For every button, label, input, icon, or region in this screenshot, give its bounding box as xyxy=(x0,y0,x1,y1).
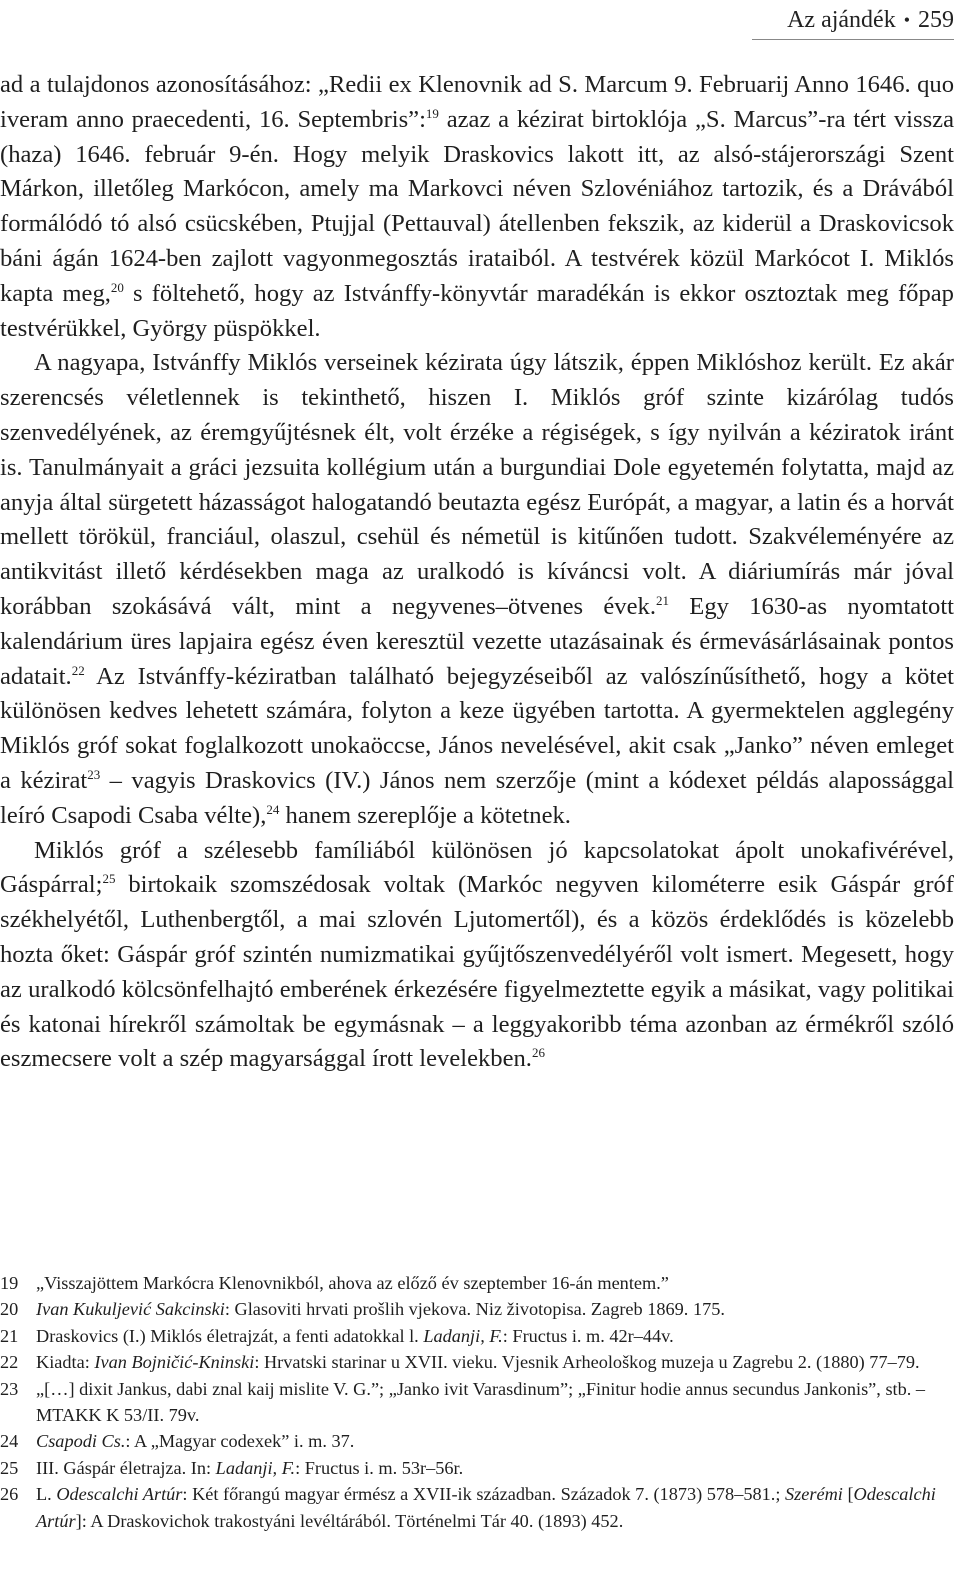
text-segment: birtokaik szomszédosak voltak (Markóc negyven kilométerre esik Gáspár gróf székhelyétől, Luthenbergtől, a mai szlovén Ljutomertől), és a közös érdeklődés is közelebb hozta őket: Gáspár gróf szintén numizmatikai gyűjtőszenvedélyéről volt ismert. Megesett, hogy az uralkodó kölcsönfelhajtó emberének érkezésére figyelmeztette egyik a másikat, vagy politikai és katonai hírekről számoltak be egymásnak – a leggyakoribb téma azonban az érmékről szóló eszmecsere volt a szép magyarsággal írott levelekben. xyxy=(0,871,954,1073)
header-bullet: • xyxy=(903,9,910,30)
footnote-text xyxy=(36,1428,954,1454)
footnote xyxy=(0,1296,954,1322)
footnote-italic: Csapodi Cs. xyxy=(36,1431,126,1452)
text-segment: hanem szereplője a kötetnek. xyxy=(279,801,571,829)
footnote xyxy=(0,1376,954,1429)
header-title: Az ajándék xyxy=(787,6,896,33)
footnote-number: 25 xyxy=(0,1457,19,1478)
footnote-text xyxy=(36,1376,954,1429)
footnote-italic: Odescalchi Artúr xyxy=(36,1484,936,1531)
footnote-text xyxy=(36,1270,954,1296)
footnote-number: 22 xyxy=(0,1352,19,1373)
footnote-ref: 26 xyxy=(531,1045,545,1061)
header-rule xyxy=(752,39,954,40)
footnotes xyxy=(0,1270,954,1534)
footnote-segment: : Fructus i. m. 53r–56r. xyxy=(295,1457,464,1478)
footnote-text xyxy=(36,1349,954,1375)
paragraph xyxy=(0,68,954,346)
footnote-ref: 19 xyxy=(425,105,439,121)
footnote-segment: L. xyxy=(36,1484,57,1505)
footnote-segment: „[…] dixit Jankus, dabi znal kaij mislite V. G.”; „Janko ivit Varasdinum”; „Finitur hodie annus secundus Jankonis”, stb. – MTAKK K 53/II. 79v. xyxy=(36,1378,926,1426)
paragraph xyxy=(0,346,954,833)
footnote-ref: 21 xyxy=(655,592,669,608)
footnote-segment: [ xyxy=(842,1484,854,1505)
footnote xyxy=(0,1455,954,1481)
text-segment: azaz a kézirat birtoklója „S. Marcus”-ra tért vissza (haza) 1646. február 9-én. Hogy melyik Draskovics lakott itt, az alsó-stájerországi Szent Márkon, illetőleg Markócon, amely ma Markovci néven Szlovéniához tartozik, és a Drávából formálódó tó alsó csücskében, Ptujjal (Pettauval) átellenben fekszik, az kiderül a Draskovicsok báni ágán 1624-ben zajlott vagyonmegosztás irataiból. A testvérek közül Markócot I. Miklós kapta meg, xyxy=(0,105,954,307)
text-segment: Az Istvánffy-kéziratban található bejegyzéseiből az valószínűsíthető, hogy a kötet különösen kedves lehetett számára, folyton a keze ügyében tartotta. A gyermektelen agglegény Miklós gróf sokat foglalkozott unokaöccse, János nevelésével, akit csak „Janko” néven emleget a kézirat xyxy=(0,662,954,794)
footnote-segment: „Visszajöttem Markócra Klenovnikból, ahova az előző év szeptember 16-án mentem.” xyxy=(36,1273,669,1293)
page-number: 259 xyxy=(918,6,954,33)
footnote-italic: Odescalchi Artúr xyxy=(56,1484,183,1505)
body-text xyxy=(0,68,954,1077)
running-header xyxy=(787,0,954,40)
footnote-number: 23 xyxy=(0,1378,19,1399)
footnote-number: 21 xyxy=(0,1325,19,1346)
footnote-segment: : Glasoviti hrvati prošlih vjekova. Niz životopisa. Zagreb 1869. 175. xyxy=(224,1299,725,1320)
text-segment: s föltehető, hogy az Istvánffy-könyvtár maradékán is ekkor osztoztak meg főpap testvérükkel, György püspökkel. xyxy=(0,279,954,342)
footnote xyxy=(0,1270,954,1296)
footnote-segment: : Két főrangú magyar érmész a XVII-ik században. Századok 7. (1873) 578–581.; xyxy=(182,1484,785,1505)
footnote-italic: Ladanji, F. xyxy=(215,1457,296,1478)
footnote xyxy=(0,1481,954,1534)
footnote-italic: Ivan Bojničić-Kninski xyxy=(94,1352,255,1373)
footnote-ref: 22 xyxy=(71,662,85,678)
footnote-segment: : Fructus i. m. 42r–44v. xyxy=(502,1325,674,1346)
footnote-text xyxy=(36,1455,954,1481)
footnote-segment: : Hrvatski starinar u XVII. vieku. Vjesnik Arheološkog muzeja u Zagrebu 2. (1880) 77–79. xyxy=(254,1352,920,1373)
footnote-number: 20 xyxy=(0,1299,19,1320)
paragraph xyxy=(0,834,954,1078)
footnote xyxy=(0,1428,954,1454)
text-segment: A nagyapa, Istvánffy Miklós verseinek kézirata úgy látszik, éppen Miklóshoz került. Ez akár szerencsés véletlennek is tekinthető, hiszen I. Miklós gróf szinte kizárólag tudós szenvedélyének, az éremgyűjtésnek élt, volt érzéke a régiségek, s így nyilván a kéziratok iránt is. Tanulmányait a gráci jezsuita kollégium után a burgundiai Dole egyetemén folytatta, majd az anyja által sürgetett házasságot halogatandó beutazta egész Európát, a magyar, a latin és a horvát mellett törökül, franciául, olaszul, csehül és németül is kitűnően tudott. Szakvéleményére az antikvitást illető kérdésekben maga az uralkodó is kíváncsi volt. A diáriumírás már jóval korábban szokásává vált, mint a negyvenes–ötvenes évek. xyxy=(0,349,954,620)
text-segment: – vagyis Draskovics (IV.) János nem szerzője (mint a kódexet példás alapossággal leíró Csapodi Csaba vélte), xyxy=(0,766,954,829)
footnote-number: 24 xyxy=(0,1431,19,1452)
footnote-ref: 24 xyxy=(266,801,280,817)
text-segment: ad a tulajdonos azonosításához: „Redii ex Klenovnik ad S. Marcum 9. Februarij Anno 1646. quo iveram anno praecedenti, 16. Septembris”: xyxy=(0,71,954,133)
footnote-italic: Ladanji, F. xyxy=(423,1325,503,1346)
footnote-text xyxy=(36,1296,954,1322)
footnote-italic: Ivan Kukuljević Sakcinski xyxy=(36,1299,225,1320)
footnote-number: 19 xyxy=(0,1273,19,1293)
footnote-number: 26 xyxy=(0,1484,19,1505)
footnote-segment: III. Gáspár életrajza. In: xyxy=(36,1457,216,1478)
footnote-text xyxy=(36,1481,954,1534)
footnote-ref: 23 xyxy=(87,766,101,782)
footnote xyxy=(0,1349,954,1375)
footnote-italic: Szerémi xyxy=(784,1484,843,1505)
footnote-segment: ]: A Draskovichok trakostyáni levéltárából. Történelmi Tár 40. (1893) 452. xyxy=(75,1510,624,1531)
footnote-segment: Kiadta: xyxy=(36,1352,95,1373)
footnote-ref: 25 xyxy=(102,871,116,887)
footnote xyxy=(0,1323,954,1349)
footnote-segment: : A „Magyar codexek” i. m. 37. xyxy=(125,1431,355,1452)
footnote-ref: 20 xyxy=(110,279,124,295)
footnote-segment: Draskovics (I.) Miklós életrajzát, a fenti adatokkal l. xyxy=(36,1325,424,1346)
footnote-text xyxy=(36,1323,954,1349)
text-segment: Miklós gróf a szélesebb famíliából különösen jó kapcsolatokat ápolt unokafivérével, Gáspárral; xyxy=(0,836,954,899)
text-segment: Egy 1630-as nyomtatott kalendárium üres lapjaira egész éven keresztül vezette utazásainak és érmevásárlásainak pontos adatait. xyxy=(0,592,954,690)
